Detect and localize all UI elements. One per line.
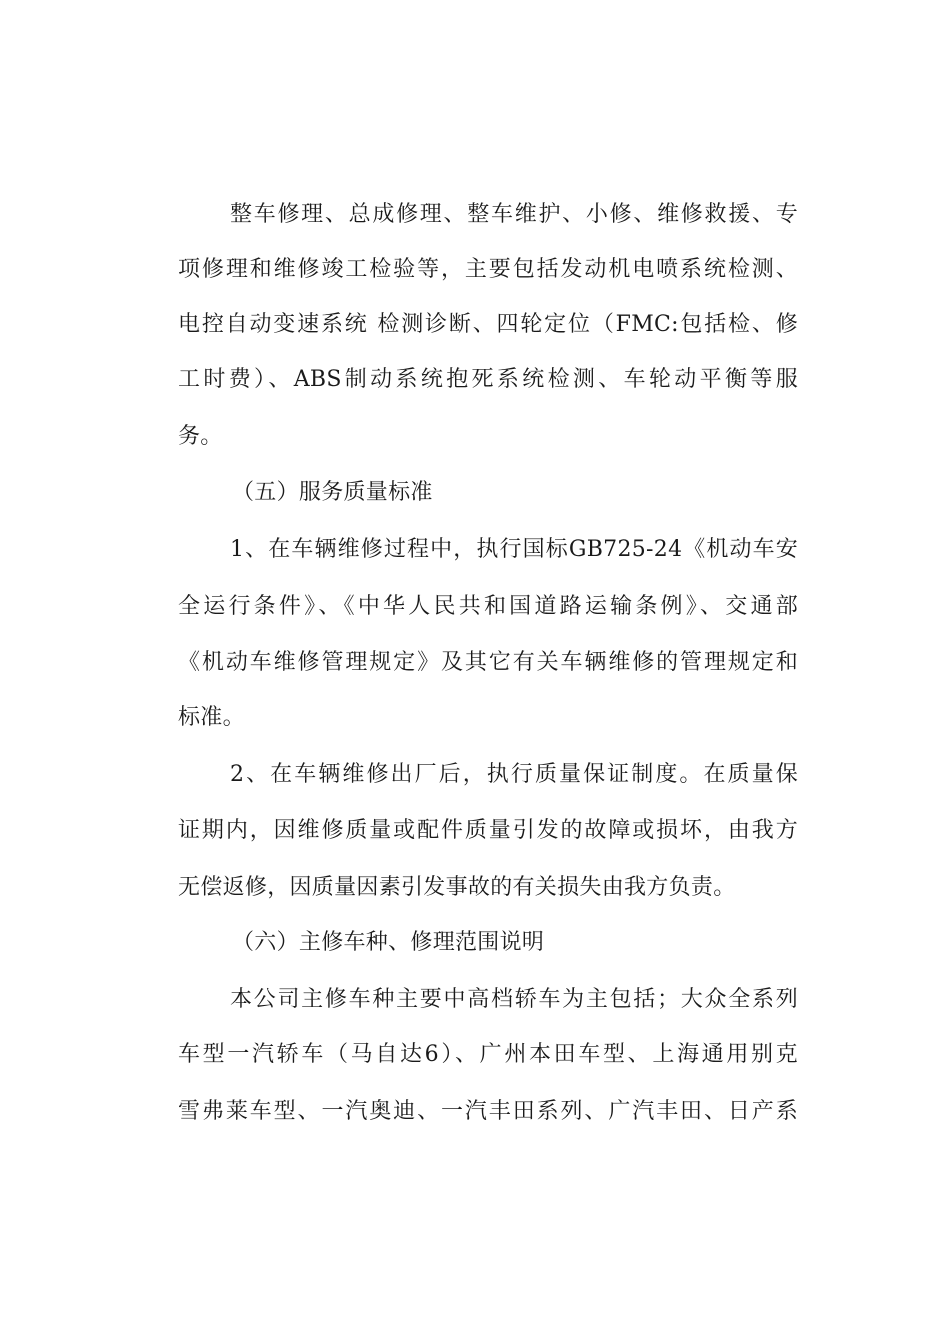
- section-heading: （六）主修车种、修理范围说明: [232, 930, 545, 955]
- paragraph-line: 全运行条件》、《中华人民共和国道路运输条例》、交通部: [178, 594, 798, 619]
- paragraph-line: 务。: [178, 424, 223, 449]
- paragraph-line: 无偿返修，因质量因素引发事故的有关损失由我方负责。: [178, 875, 736, 900]
- paragraph-line: 1、在车辆维修过程中，执行国标GB725-24《机动车安: [230, 537, 798, 562]
- paragraph-line: 车型一汽轿车（马自达6）、广州本田车型、上海通用别克: [178, 1042, 798, 1067]
- paragraph-line: 证期内，因维修质量或配件质量引发的故障或损坏，由我方: [178, 818, 798, 843]
- paragraph-line: 标准。: [178, 705, 245, 730]
- paragraph-line: 雪弗莱车型、一汽奥迪、一汽丰田系列、广汽丰田、日产系: [178, 1099, 798, 1124]
- paragraph-line: 整车修理、总成修理、整车维护、小修、维修救援、专: [230, 202, 798, 227]
- section-heading: （五）服务质量标准: [232, 480, 433, 505]
- paragraph-line: 电控自动变速系统 检测诊断、四轮定位（FMC:包括检、修: [178, 312, 798, 337]
- paragraph-line: 2、在车辆维修出厂后，执行质量保证制度。在质量保: [230, 762, 798, 787]
- paragraph-line: 本公司主修车种主要中高档轿车为主包括；大众全系列: [230, 987, 798, 1012]
- paragraph-line: 工时费）、ABS制动系统抱死系统检测、车轮动平衡等服: [178, 367, 798, 392]
- paragraph-line: 《机动车维修管理规定》及其它有关车辆维修的管理规定和: [178, 650, 798, 675]
- paragraph-line: 项修理和维修竣工检验等，主要包括发动机电喷系统检测、: [178, 257, 798, 282]
